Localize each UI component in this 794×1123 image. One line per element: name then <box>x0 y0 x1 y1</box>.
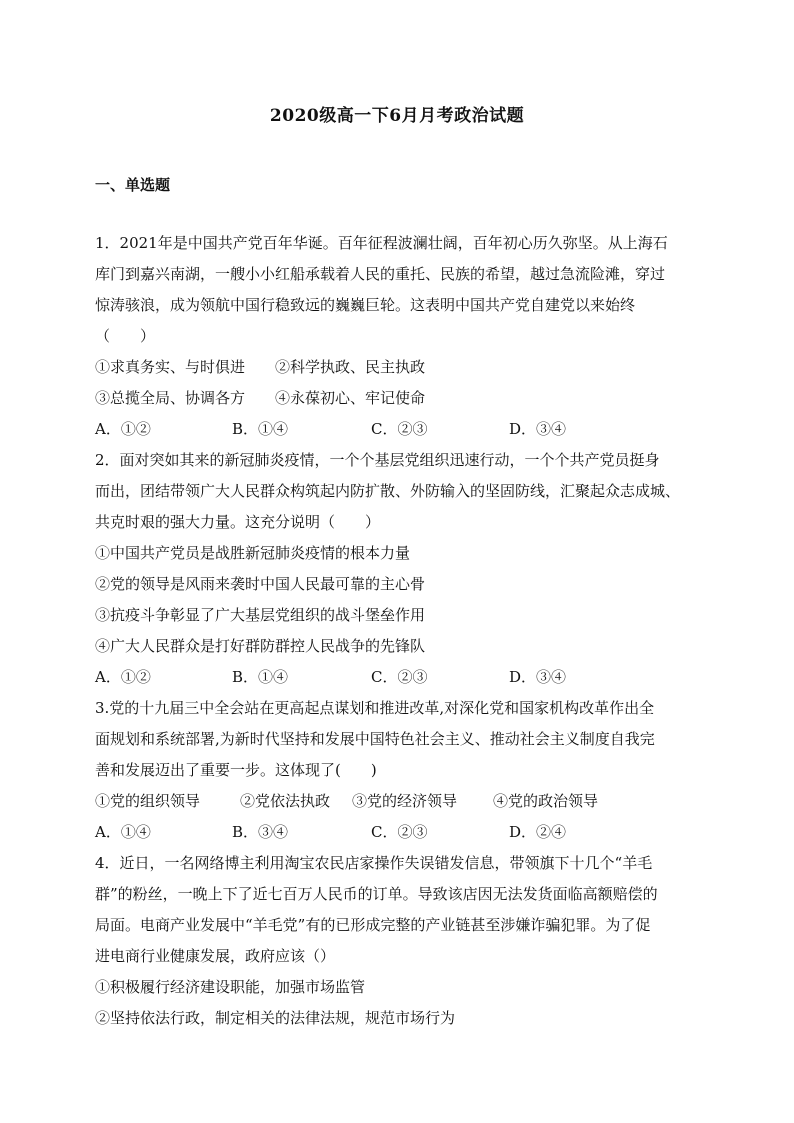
option-b[interactable]: B．①④ <box>232 420 289 438</box>
q1-answer-bracket: （ ） <box>95 327 156 345</box>
option-b[interactable]: B．①④ <box>232 668 289 686</box>
option-d[interactable]: D．③④ <box>509 668 567 686</box>
exam-title: 2020级高一下6月月考政治试题 <box>269 106 525 126</box>
q2-stem-line: 2．面对突如其来的新冠肺炎疫情，一个个基层党组织迅速行动，一个个共产党员挺身 <box>95 451 660 469</box>
q3-item: ③党的经济领导 <box>352 792 458 810</box>
option-c[interactable]: C．②③ <box>371 823 428 841</box>
q4-stem-line: 局面。电商产业发展中“羊毛党”有的已形成完整的产业链甚至涉嫌诈骗犯罪。为了促 <box>95 916 651 934</box>
q2-stem-line: 而出，团结带领广大人民群众构筑起内防扩散、外防输入的坚固防线，汇聚起众志成城、 <box>95 482 681 500</box>
option-c[interactable]: C．②③ <box>371 420 428 438</box>
q4-stem-line: 进电商行业健康发展，政府应该（） <box>95 947 336 965</box>
q4-stem-line: 群”的粉丝，一晚上下了近七百万人民币的订单。导致该店因无法发货面临高额赔偿的 <box>95 885 658 903</box>
q1-options <box>95 419 705 439</box>
option-a[interactable]: A．①④ <box>95 823 151 841</box>
q3-item: ④党的政治领导 <box>493 792 599 810</box>
q2-item: ③抗疫斗争彰显了广大基层党组织的战斗堡垒作用 <box>95 606 426 624</box>
q4-stem-line: 4．近日，一名网络博主利用淘宝农民店家操作失误错发信息，带领旗下十几个“羊毛 <box>95 854 653 872</box>
q3-options <box>95 822 705 842</box>
q1-stem-line: 惊涛骇浪，成为领航中国行稳致远的巍巍巨轮。这表明中国共产党自建党以来始终 <box>95 296 636 314</box>
option-a[interactable]: A．①② <box>95 668 151 686</box>
option-d[interactable]: D．③④ <box>509 420 567 438</box>
q2-stem-line: 共克时艰的强大力量。这充分说明（ ） <box>95 513 381 531</box>
q1-item: ①求真务实、与时俱进 ②科学执政、民主执政 <box>95 358 426 376</box>
q3-items <box>95 791 705 811</box>
q3-stem-line: 面规划和系统部署,为新时代坚持和发展中国特色社会主义、推动社会主义制度自我完 <box>95 730 655 748</box>
q3-stem-line: 善和发展迈出了重要一步。这体现了( ) <box>95 761 377 779</box>
q2-item: ①中国共产党员是战胜新冠肺炎疫情的根本力量 <box>95 544 411 562</box>
q1-stem-line: 1．2021年是中国共产党百年华诞。百年征程波澜壮阔，百年初心历久弥坚。从上海石 <box>95 234 668 252</box>
q2-options <box>95 667 705 687</box>
q3-stem-line: 3.党的十九届三中全会站在更高起点谋划和推进改革,对深化党和国家机构改革作出全 <box>95 699 655 717</box>
q4-item: ①积极履行经济建设职能，加强市场监管 <box>95 978 366 996</box>
option-d[interactable]: D．②④ <box>509 823 567 841</box>
q1-stem-line: 库门到嘉兴南湖，一艘小小红船承载着人民的重托、民族的希望，越过急流险滩，穿过 <box>95 265 666 283</box>
q3-item: ②党依法执政 <box>240 792 331 810</box>
q2-item: ②党的领导是风雨来袭时中国人民最可靠的主心骨 <box>95 575 426 593</box>
option-c[interactable]: C．②③ <box>371 668 428 686</box>
q3-item: ①党的组织领导 <box>95 792 201 810</box>
q1-item: ③总揽全局、协调各方 ④永葆初心、牢记使命 <box>95 389 426 407</box>
q2-item: ④广大人民群众是打好群防群控人民战争的先锋队 <box>95 637 426 655</box>
section-heading: 一、单选题 <box>95 176 171 194</box>
q4-item: ②坚持依法行政，制定相关的法律法规，规范市场行为 <box>95 1009 456 1027</box>
option-b[interactable]: B．③④ <box>232 823 289 841</box>
option-a[interactable]: A．①② <box>95 420 151 438</box>
